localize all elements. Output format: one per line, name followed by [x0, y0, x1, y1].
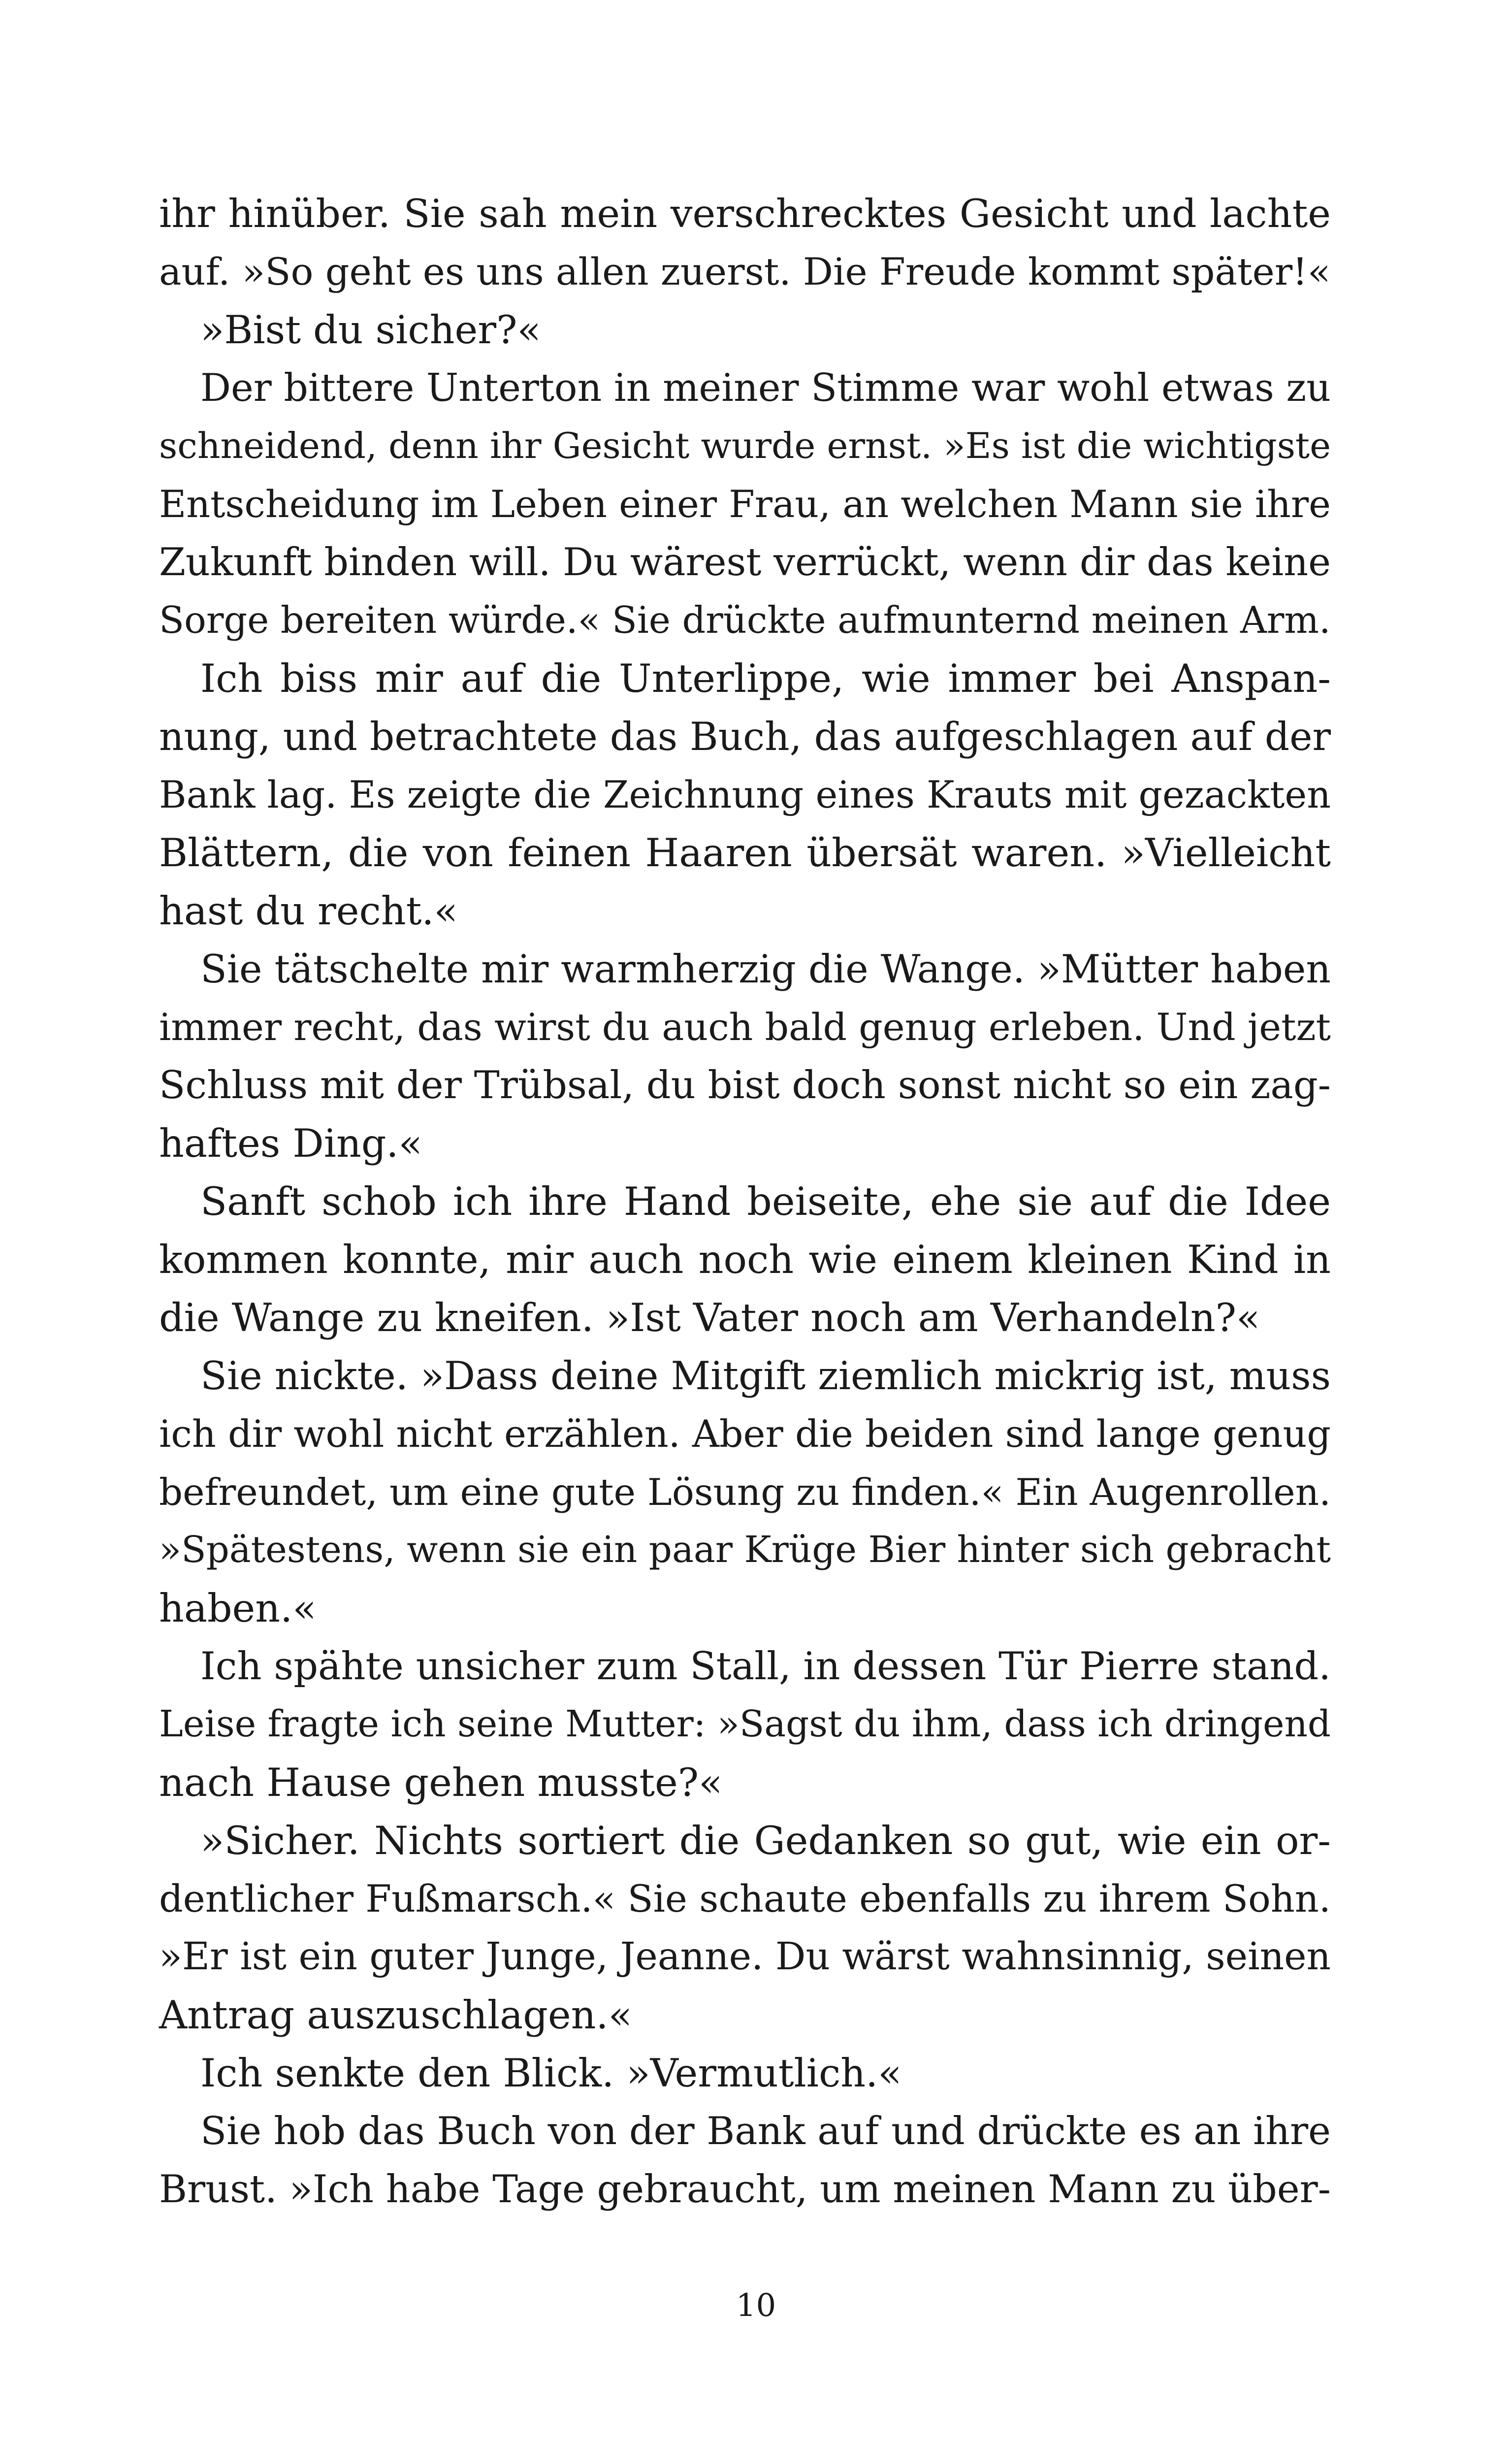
- text-line: auf. »So geht es uns allen zuerst. Die Freude kommt später!«: [159, 250, 1331, 293]
- text-line: Antrag auszuschlagen.«: [159, 1992, 632, 2038]
- text-line: haftes Ding.«: [159, 1121, 422, 1166]
- text-line: Sanft schob ich ihre Hand beiseite, ehe sie auf die Idee: [200, 1179, 1331, 1224]
- text-line: Der bittere Unterton in meiner Stimme war wohl etwas zu: [200, 366, 1331, 410]
- text-line: Leise fragte ich seine Mutter: »Sagst du ihm, dass ich dringend: [159, 1703, 1331, 1745]
- text-line: Ich senkte den Blick. »Vermutlich.«: [200, 2051, 902, 2096]
- text-line: Ich biss mir auf die Unterlippe, wie immer bei Anspan-: [200, 656, 1331, 701]
- text-line: Sorge bereiten würde.« Sie drückte aufmunternd meinen Arm.: [159, 599, 1331, 642]
- text-line: »Spätestens, wenn sie ein paar Krüge Bier hinter sich gebracht: [159, 1529, 1331, 1571]
- text-line: kommen konnte, mir auch noch wie einem kleinen Kind in: [159, 1237, 1331, 1282]
- text-line: Ich spähte unsicher zum Stall, in dessen Tür Pierre stand.: [200, 1644, 1331, 1689]
- page-number: 10: [736, 2287, 776, 2324]
- text-line: ihr hinüber. Sie sah mein verschrecktes Gesicht und lachte: [159, 191, 1331, 236]
- text-line: nach Hause gehen musste?«: [159, 1760, 723, 1805]
- text-line: Sie tätschelte mir warmherzig die Wange. »Mütter haben: [200, 946, 1331, 992]
- text-line: »Sicher. Nichts sortiert die Gedanken so gut, wie ein or-: [200, 1818, 1331, 1863]
- text-line: »Er ist ein guter Junge, Jeanne. Du wärst wahnsinnig, seinen: [159, 1935, 1331, 1979]
- text-line: ich dir wohl nicht erzählen. Aber die beiden sind lange genug: [159, 1412, 1331, 1456]
- text-line: Blättern, die von feinen Haaren übersät waren. »Vielleicht: [159, 830, 1331, 876]
- text-line: Zukunft binden will. Du wärest verrückt, wenn dir das keine: [159, 540, 1331, 585]
- text-line: haben.«: [159, 1586, 317, 1631]
- text-line: dentlicher Fußmarsch.« Sie schaute ebenfalls zu ihrem Sohn.: [159, 1877, 1331, 1921]
- text-line: nung, und betrachtete das Buch, das aufgeschlagen auf der: [159, 714, 1331, 759]
- text-line: schneidend, denn ihr Gesicht wurde ernst. »Es ist die wichtigste: [159, 425, 1331, 467]
- text-line: Sie hob das Buch von der Bank auf und drückte es an ihre: [200, 2109, 1331, 2153]
- text-line: Schluss mit der Trübsal, du bist doch sonst nicht so ein zag-: [159, 1063, 1331, 1107]
- text-line: »Bist du sicher?«: [200, 307, 541, 353]
- text-line: Brust. »Ich habe Tage gebraucht, um meinen Mann zu über-: [159, 2167, 1331, 2212]
- text-line: immer recht, das wirst du auch bald genug erleben. Und jetzt: [159, 1006, 1331, 1049]
- text-line: Sie nickte. »Dass deine Mitgift ziemlich mickrig ist, muss: [200, 1353, 1331, 1399]
- text-line: die Wange zu kneifen. »Ist Vater noch am Verhandeln?«: [159, 1295, 1260, 1340]
- text-line: befreundet, um eine gute Lösung zu finden.« Ein Augenrollen.: [159, 1470, 1331, 1514]
- text-line: Bank lag. Es zeigte die Zeichnung eines Krauts mit gezackten: [159, 773, 1331, 816]
- text-line: Entscheidung im Leben einer Frau, an welchen Mann sie ihre: [159, 483, 1331, 526]
- text-line: hast du recht.«: [159, 888, 458, 934]
- body-text: [159, 185, 1331, 2218]
